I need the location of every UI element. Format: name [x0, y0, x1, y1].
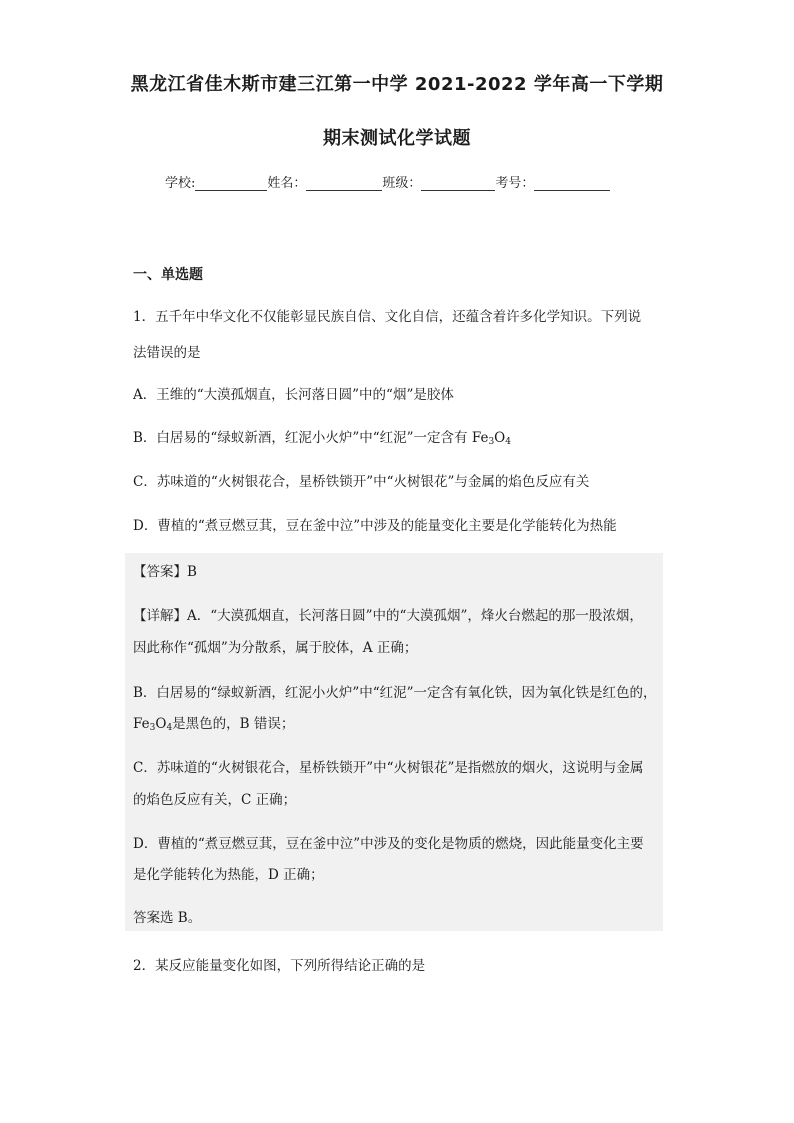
q1-option-b-sub-3: 3: [488, 437, 495, 447]
detail-d-line-2: 是化学能转化为热能，D 正确；: [133, 867, 324, 883]
detail-b-suffix: 是黑色的，B 错误；: [172, 716, 295, 732]
exam-no-label: 考号：: [495, 176, 535, 191]
detail-a-line-1: 【详解】A．“大漠孤烟直，长河落日圆”中的“大漠孤烟”，烽火台燃起的那一股浓烟，: [133, 608, 643, 624]
q1-stem-line-1: 1．五千年中华文化不仅能彰显民族自信、文化自信，还蕴含着许多化学知识。下列说: [133, 309, 642, 325]
answer-conclusion: 答案选 B。: [133, 910, 202, 926]
q2-stem: 2．某反应能量变化如图，下列所得结论正确的是: [133, 958, 426, 974]
q1-option-c: C．苏味道的“火树银花合，星桥铁锁开”中“火树银花”与金属的焰色反应有关: [133, 474, 590, 490]
detail-a-line-2: 因此称作“孤烟”为分散系，属于胶体，A 正确；: [133, 640, 418, 656]
detail-c-line-1: C．苏味道的“火树银花合，星桥铁锁开”中“火树银花”是指燃放的烟火，这说明与金属: [133, 760, 644, 776]
detail-b-fe: Fe: [133, 716, 150, 732]
q1-option-b: [133, 426, 511, 447]
title-line-1: 黑龙江省佳木斯市建三江第一中学 2021-2022 学年高一下学期: [130, 74, 664, 95]
detail-b-line-1: B．白居易的“绿蚁新酒，红泥小火炉”中“红泥”一定含有氧化铁，因为氧化铁是红色的，: [133, 685, 657, 701]
title-line-2: 期末测试化学试题: [323, 128, 471, 149]
answer-line: 【答案】B: [133, 564, 197, 580]
section-title: 一、单选题: [133, 267, 203, 283]
detail-c-line-2: 的焰色反应有关，C 正确；: [133, 792, 297, 808]
q1-stem-line-2: 法错误的是: [133, 345, 201, 361]
detail-b-o: O: [155, 716, 167, 732]
detail-b-sub-3: 3: [149, 723, 156, 733]
detail-b-line-2: [133, 712, 294, 733]
school-label: 学校:: [165, 176, 196, 191]
school-blank: [195, 176, 267, 191]
q1-option-d: D．曹植的“煮豆燃豆萁，豆在釜中泣”中涉及的能量变化主要是化学能转化为热能: [133, 518, 617, 534]
q1-option-b-sub-4: 4: [505, 437, 511, 447]
name-label: 姓名：: [267, 176, 307, 191]
q1-option-a: A．王维的“大漠孤烟直，长河落日圆”中的“烟”是胶体: [133, 387, 454, 403]
q1-option-b-o: O: [494, 430, 506, 446]
q1-option-b-text: B．白居易的“绿蚁新酒，红泥小火炉”中“红泥”一定含有 Fe: [133, 430, 489, 446]
detail-b-sub-4: 4: [166, 723, 173, 733]
class-blank: [421, 176, 495, 191]
detail-d-line-1: D．曹植的“煮豆燃豆萁，豆在釜中泣”中涉及的变化是物质的燃烧，因此能量变化主要: [133, 836, 644, 852]
class-label: 班级：: [382, 176, 422, 191]
name-blank: [306, 176, 382, 191]
exam-no-blank: [534, 176, 610, 191]
student-info-line: [165, 172, 610, 191]
